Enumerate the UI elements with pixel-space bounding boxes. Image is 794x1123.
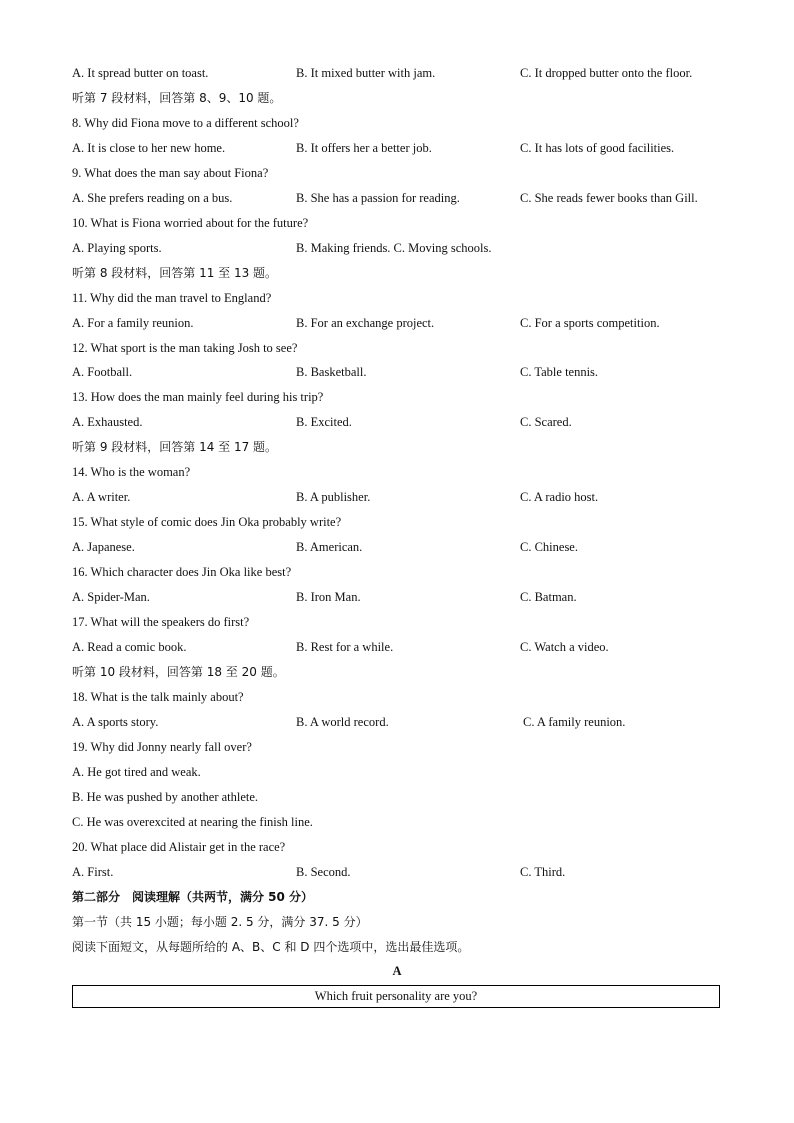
- option-c: C. Watch a video.: [520, 640, 609, 654]
- option-b: B. For an exchange project.: [296, 316, 435, 330]
- option-a: A. Football.: [72, 365, 133, 379]
- question-20: 20. What place did Alistair get in the race?: [72, 840, 286, 854]
- option-a: A. Read a comic book.: [72, 640, 187, 654]
- option-c: C. It has lots of good facilities.: [520, 141, 675, 155]
- option-a: A. Spider-Man.: [72, 590, 150, 604]
- option-b: B. A world record.: [296, 715, 389, 729]
- q19-option-a: A. He got tired and weak.: [72, 765, 201, 779]
- question-13: 13. How does the man mainly feel during his trip?: [72, 390, 324, 404]
- option-a: A. Playing sports.: [72, 241, 162, 255]
- section-10-instruction: 听第 10 段材料，回答第 18 至 20 题。: [72, 665, 285, 679]
- section-8-instruction: 听第 8 段材料，回答第 11 至 13 题。: [72, 266, 278, 280]
- section-7-instruction: 听第 7 段材料，回答第 8、9、10 题。: [72, 91, 282, 105]
- option-c: C. Batman.: [520, 590, 577, 604]
- passage-label: A: [392, 964, 402, 978]
- option-a: A. Japanese.: [72, 540, 135, 554]
- question-11: 11. Why did the man travel to England?: [72, 291, 272, 305]
- option-b: B. Basketball.: [296, 365, 367, 379]
- q19-option-c: C. He was overexcited at nearing the finish line.: [72, 815, 313, 829]
- option-b: B. Second.: [296, 865, 351, 879]
- question-10: 10. What is Fiona worried about for the future?: [72, 216, 309, 230]
- option-c: C. Table tennis.: [520, 365, 599, 379]
- part-2-instruction: 阅读下面短文，从每题所给的 A、B、C 和 D 四个选项中，选出最佳选项。: [72, 940, 470, 954]
- passage-title: Which fruit personality are you?: [314, 989, 478, 1003]
- option-c: C. For a sports competition.: [520, 316, 660, 330]
- question-15: 15. What style of comic does Jin Oka probably write?: [72, 515, 342, 529]
- question-12: 12. What sport is the man taking Josh to see?: [72, 341, 298, 355]
- option-b: B. It offers her a better job.: [296, 141, 432, 155]
- option-b: B. She has a passion for reading.: [296, 191, 460, 205]
- question-8: 8. Why did Fiona move to a different school?: [72, 116, 299, 130]
- section-9-instruction: 听第 9 段材料，回答第 14 至 17 题。: [72, 440, 278, 454]
- passage-title-box: [72, 985, 720, 1008]
- option-c: C. She reads fewer books than Gill.: [520, 191, 698, 205]
- option-c: C. A family reunion.: [523, 715, 626, 729]
- option-b: B. American.: [296, 540, 363, 554]
- option-c: C. Chinese.: [520, 540, 578, 554]
- q19-option-b: B. He was pushed by another athlete.: [72, 790, 259, 804]
- option-c: C. It dropped butter onto the floor.: [520, 66, 693, 80]
- option-b: B. Iron Man.: [296, 590, 361, 604]
- question-17: 17. What will the speakers do first?: [72, 615, 250, 629]
- part-2-section-1-heading: 第一节（共 15 小题；每小题 2. 5 分，满分 37. 5 分）: [72, 915, 368, 929]
- question-9: 9. What does the man say about Fiona?: [72, 166, 269, 180]
- option-c: C. Scared.: [520, 415, 572, 429]
- option-a: A. For a family reunion.: [72, 316, 194, 330]
- option-a: A. First.: [72, 865, 114, 879]
- option-b-c: B. Making friends. C. Moving schools.: [296, 241, 492, 255]
- option-a: A. It is close to her new home.: [72, 141, 226, 155]
- option-a: A. A sports story.: [72, 715, 159, 729]
- option-c: C. A radio host.: [520, 490, 599, 504]
- option-b: B. A publisher.: [296, 490, 371, 504]
- option-c: C. Third.: [520, 865, 566, 879]
- option-b: B. It mixed butter with jam.: [296, 66, 436, 80]
- option-a: A. It spread butter on toast.: [72, 66, 209, 80]
- option-a: A. A writer.: [72, 490, 131, 504]
- option-b: B. Rest for a while.: [296, 640, 394, 654]
- question-18: 18. What is the talk mainly about?: [72, 690, 244, 704]
- option-b: B. Excited.: [296, 415, 352, 429]
- question-19: 19. Why did Jonny nearly fall over?: [72, 740, 252, 754]
- question-16: 16. Which character does Jin Oka like best?: [72, 565, 292, 579]
- option-a: A. She prefers reading on a bus.: [72, 191, 233, 205]
- part-2-heading: 第二部分 阅读理解（共两节，满分 50 分）: [72, 890, 314, 904]
- question-14: 14. Who is the woman?: [72, 465, 191, 479]
- option-a: A. Exhausted.: [72, 415, 143, 429]
